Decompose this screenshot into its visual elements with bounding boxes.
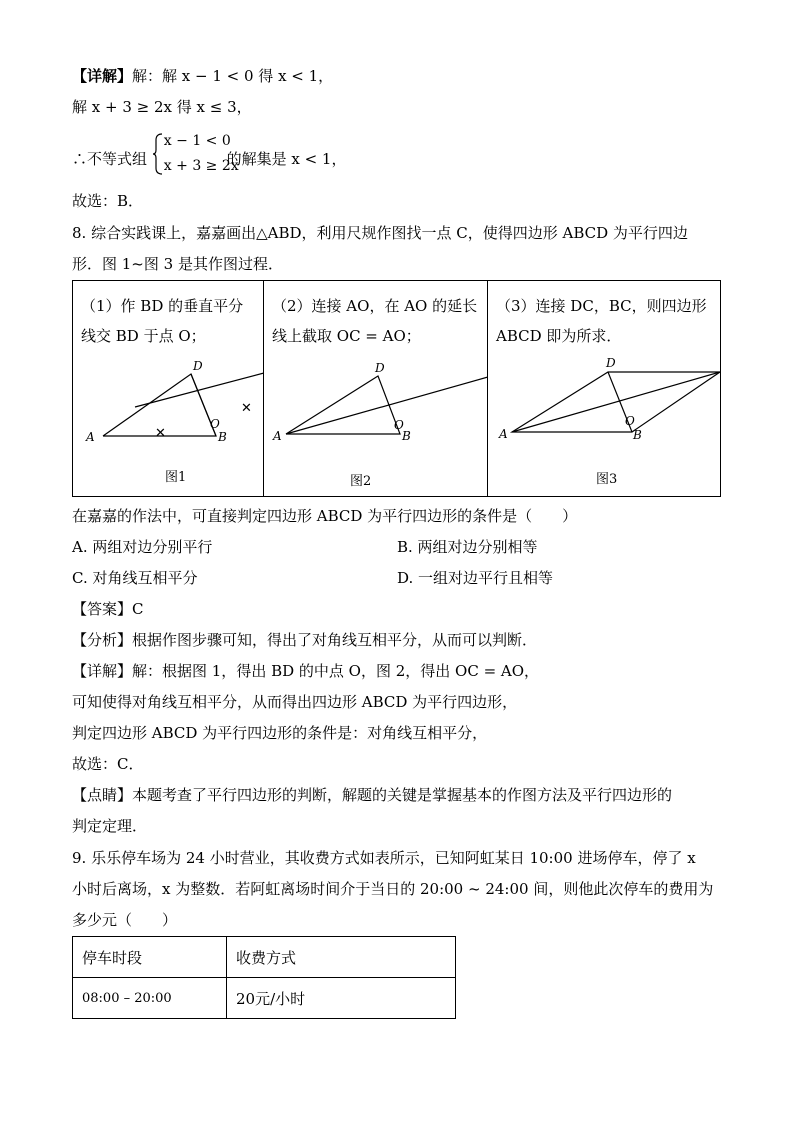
svg-text:A: A (499, 427, 508, 441)
table-cell: 20元/小时 (227, 978, 456, 1019)
svg-text:D: D (193, 359, 203, 373)
cross-mark-icon: ✕ (241, 401, 252, 416)
option-b: B. 两组对边分别相等 (397, 538, 538, 556)
table-header-row (73, 937, 456, 978)
system-eq2: x + 3 ≥ 2x (163, 158, 239, 174)
q9-stem3: 多少元（ ） (72, 911, 178, 929)
option-c: C. 对角线互相平分 (72, 569, 198, 587)
step2-text: （2）连接 AO，在 AO 的延长线上截取 OC = AO； (272, 297, 478, 345)
system-suffix: 的解集是 x < 1， (226, 150, 347, 168)
inequality-system (152, 133, 239, 174)
table-header: 停车时段 (73, 937, 227, 978)
svg-text:图3: 图3 (596, 472, 618, 487)
q8-stem-line2: 形．图 1~图 3 是其作图过程． (72, 255, 283, 273)
svg-text:图2: 图2 (350, 474, 372, 489)
step2-cell (264, 281, 488, 496)
q8-detail1: 【详解】解：根据图 1，得出 BD 的中点 O，图 2，得出 OC = AO， (72, 662, 540, 680)
q9-stem1: 9. 乐乐停车场为 24 小时营业，其收费方式如表所示，已知阿虹某日 10:00 进场停车，停了 x (72, 849, 696, 867)
cross-mark-icon: ✕ (155, 426, 166, 441)
svg-text:A: A (86, 430, 95, 444)
svg-text:O: O (210, 417, 220, 431)
step1-cell (73, 281, 264, 496)
construction-steps-table (72, 280, 721, 497)
system-eq1: x − 1 < 0 (163, 133, 231, 149)
svg-text:D: D (375, 361, 385, 375)
q8-question: 在嘉嘉的作法中，可直接判定四边形 ABCD 为平行四边形的条件是（ ） (72, 507, 578, 525)
table-header: 收费方式 (227, 937, 456, 978)
table-row (73, 978, 456, 1019)
fee-table (72, 936, 456, 1019)
q8-detail3: 判定四边形 ABCD 为平行四边形的条件是：对角线互相平分， (72, 724, 488, 742)
detail-tag: 【详解】 (72, 67, 133, 85)
q7-detail-line1 (72, 66, 333, 86)
step3-text: （3）连接 DC，BC，则四边形 ABCD 即为所求． (496, 297, 707, 345)
brace-icon (152, 132, 164, 176)
svg-text:O: O (625, 414, 635, 428)
q7-answer: 故选：B． (72, 192, 144, 210)
svg-text:B: B (218, 430, 227, 444)
table-cell: 08:00 – 20:00 (73, 978, 227, 1019)
step3-cell (488, 281, 720, 496)
svg-text:图1: 图1 (165, 470, 187, 485)
q7-detail-line3 (72, 133, 347, 174)
option-d: D. 一组对边平行且相等 (397, 569, 554, 587)
q8-analysis: 【分析】根据作图步骤可知，得出了对角线互相平分，从而可以判断． (72, 631, 538, 649)
svg-text:B: B (402, 429, 411, 443)
q8-comment2: 判定定理． (72, 817, 148, 835)
q8-choose: 故选：C． (72, 755, 144, 773)
q8-comment1: 【点睛】本题考查了平行四边形的判断，解题的关键是掌握基本的作图方法及平行四边形的 (72, 786, 673, 804)
svg-text:O: O (394, 418, 404, 432)
figure2 (264, 281, 488, 498)
svg-text:A: A (273, 429, 282, 443)
q8-answer: 【答案】C (72, 600, 144, 618)
svg-text:B: B (633, 428, 642, 442)
q7-detail-line2: 解 x + 3 ≥ 2x 得 x ≤ 3， (72, 98, 252, 116)
figure3 (488, 281, 720, 498)
system-prefix: ∴不等式组 (72, 150, 148, 168)
q9-stem2: 小时后离场，x 为整数．若阿虹离场时间介于当日的 20:00 ~ 24:00 间，则他此次停车的费用为 (72, 880, 714, 898)
detail-text: 解：解 x − 1 < 0 得 x < 1， (132, 67, 334, 85)
figure1 (73, 281, 264, 498)
step1-text: （1）作 BD 的垂直平分线交 BD 于点 O； (81, 297, 244, 345)
svg-text:D: D (606, 356, 616, 370)
q8-detail2: 可知使得对角线互相平分，从而得出四边形 ABCD 为平行四边形， (72, 693, 518, 711)
option-a: A. 两组对边分别平行 (72, 538, 213, 556)
q8-stem-line1: 8. 综合实践课上，嘉嘉画出△ABD，利用尺规作图找一点 C，使得四边形 ABCD 为平行四边 (72, 224, 688, 242)
